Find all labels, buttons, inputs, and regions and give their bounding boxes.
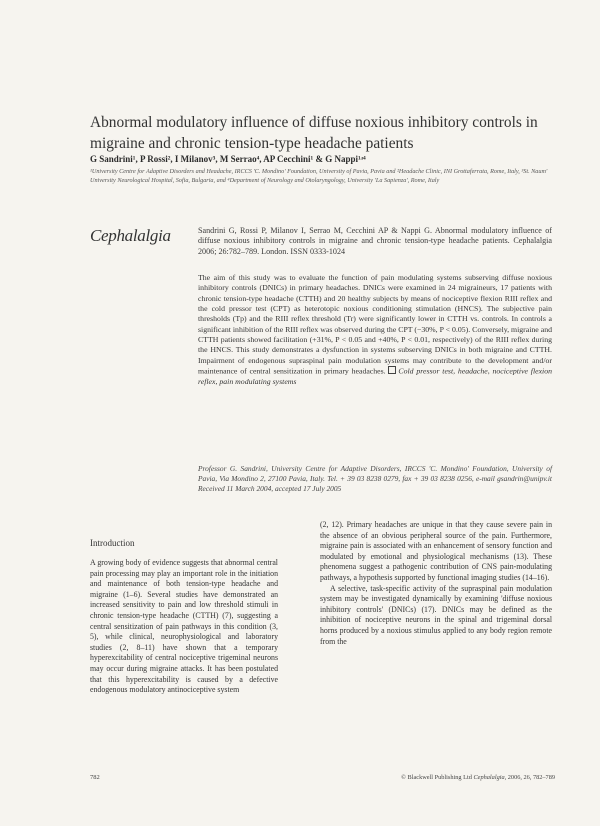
keywords-square-icon — [388, 366, 396, 374]
author-list: G Sandrini¹, P Rossi², I Milanov³, M Serrao⁴, AP Cecchini¹ & G Nappi¹ʴ⁴ — [90, 154, 366, 164]
intro-paragraph: A growing body of evidence suggests that abnormal central pain processing may play an important role in the initiation and maintenance of both tension-type headache and migraine (1–6). Several studies have demonstrated an increased sensitivity to pain and low threshold stimuli in chronic tension-type headache (CTTH) (7), suggesting a central sensitization of pain pathways in this condition (3, 5), while clinical, neurophysiological and laboratory studies (2, 8–11) have shown that a temporary hyperexcitability of central nociceptive trigeminal neurons may occur during migraine attacks. It has been postulated that this hyperexcitability is caused by a defective endogenous modulatory antinociceptive system — [90, 558, 278, 695]
page-number: 782 — [90, 774, 100, 781]
intro-right-column — [320, 520, 552, 647]
copyright-journal: Cephalalgia — [473, 774, 505, 781]
keywords: Cold pressor test, headache, nociceptive flexion reflex, pain modulating systems — [198, 366, 553, 386]
copyright-suffix: , 2006, 26, 782–789 — [504, 774, 555, 781]
intro-paragraph: (2, 12). Primary headaches are unique in that they cause severe pain in the absence of an obvious peripheral source of the pain. Furthermore, migraine pain is associated with an enhancement of sensory function and modulated by emotional and physiological mechanisms (13). These phenomena suggest a pathogenic contribution of CNS pain-modulating pathways, a hypothesis supported by functional imaging studies (14–16). — [320, 520, 552, 582]
intro-paragraph: A selective, task-specific activity of the supraspinal pain modulation system may be investigated dynamically by examining 'diffuse noxious inhibitory controls' (DNICs) (17). DNICs may be defined as the inhibition of nociceptive neurons in the spinal and trigeminal dorsal horns produced by a noxious stimulus applied to any body region remote from the — [320, 583, 552, 646]
correspondence-block: Professor G. Sandrini, University Centre for Adaptive Disorders, IRCCS 'C. Mondino' Foundation, University of Pavia, Via Mondino 2, 27100 Pavia, Italy. Tel. + 39 03 8238 0279, fax + 39 03 8238 0256, e-mail gsandrin@unipv.it Received 11 March 2004, accepted 17 July 2005 — [198, 464, 552, 493]
journal-logo: Cephalalgia — [90, 226, 171, 245]
abstract-block — [198, 273, 552, 387]
section-heading-introduction: Introduction — [90, 538, 135, 548]
abstract-text: The aim of this study was to evaluate the function of pain modulating systems subserving diffuse noxious inhibitory controls (DNICs) in primary headaches. DNICs were examined in 24 migraineurs, 17 patients with chronic tension-type headache (CTTH) and 20 healthy subjects by means of nociceptive flexion RIII reflex and the cold pressor test (CPT) as heterotopic noxious conditioning stimulation (HNCS). The subjective pain thresholds (Tp) and the RIII reflex threshold (Tr) were significantly lower in CTTH vs. controls. In controls a significant inhibition of the RIII reflex was observed during the CPT (−30%, P < 0.05). Conversely, migraine and CTTH patients showed facilitation (+31%, P < 0.05 and +40%, P < 0.01, respectively) of the RIII reflex during the HNCS. This study demonstrates a dysfunction in systems subserving DNICs in both migraine and CTTH. Impairment of endogenous supraspinal pain modulation systems may contribute to the development and/or maintenance of central sensitization in primary headaches. — [198, 273, 552, 376]
copyright-prefix: © Blackwell Publishing Ltd — [401, 774, 472, 781]
intro-left-column — [90, 538, 278, 696]
author-affiliations: ¹University Centre for Adaptive Disorders and Headache, IRCCS 'C. Mondino' Foundation, University of Pavia, Pavia and ²Headache Clinic, INI Grottaferrata, Rome, Italy, ³St. Naum' University Neurological Hospital, Sofia, Bulgaria, and ⁴Department of Neurology and Otolaryngology, University 'La Sapienza', Rome, Italy — [90, 168, 548, 184]
citation-block: Sandrini G, Rossi P, Milanov I, Serrao M, Cecchini AP & Nappi G. Abnormal modulatory influence of diffuse noxious inhibitory controls in migraine and chronic tension-type headache patients. Cephalalgia 2006; 26:782–789. London. ISSN 0333-1024 — [198, 226, 552, 256]
copyright-line — [400, 774, 555, 781]
article-title: Abnormal modulatory influence of diffuse noxious inhibitory controls in migraine and chronic tension-type headache patients — [90, 114, 538, 153]
